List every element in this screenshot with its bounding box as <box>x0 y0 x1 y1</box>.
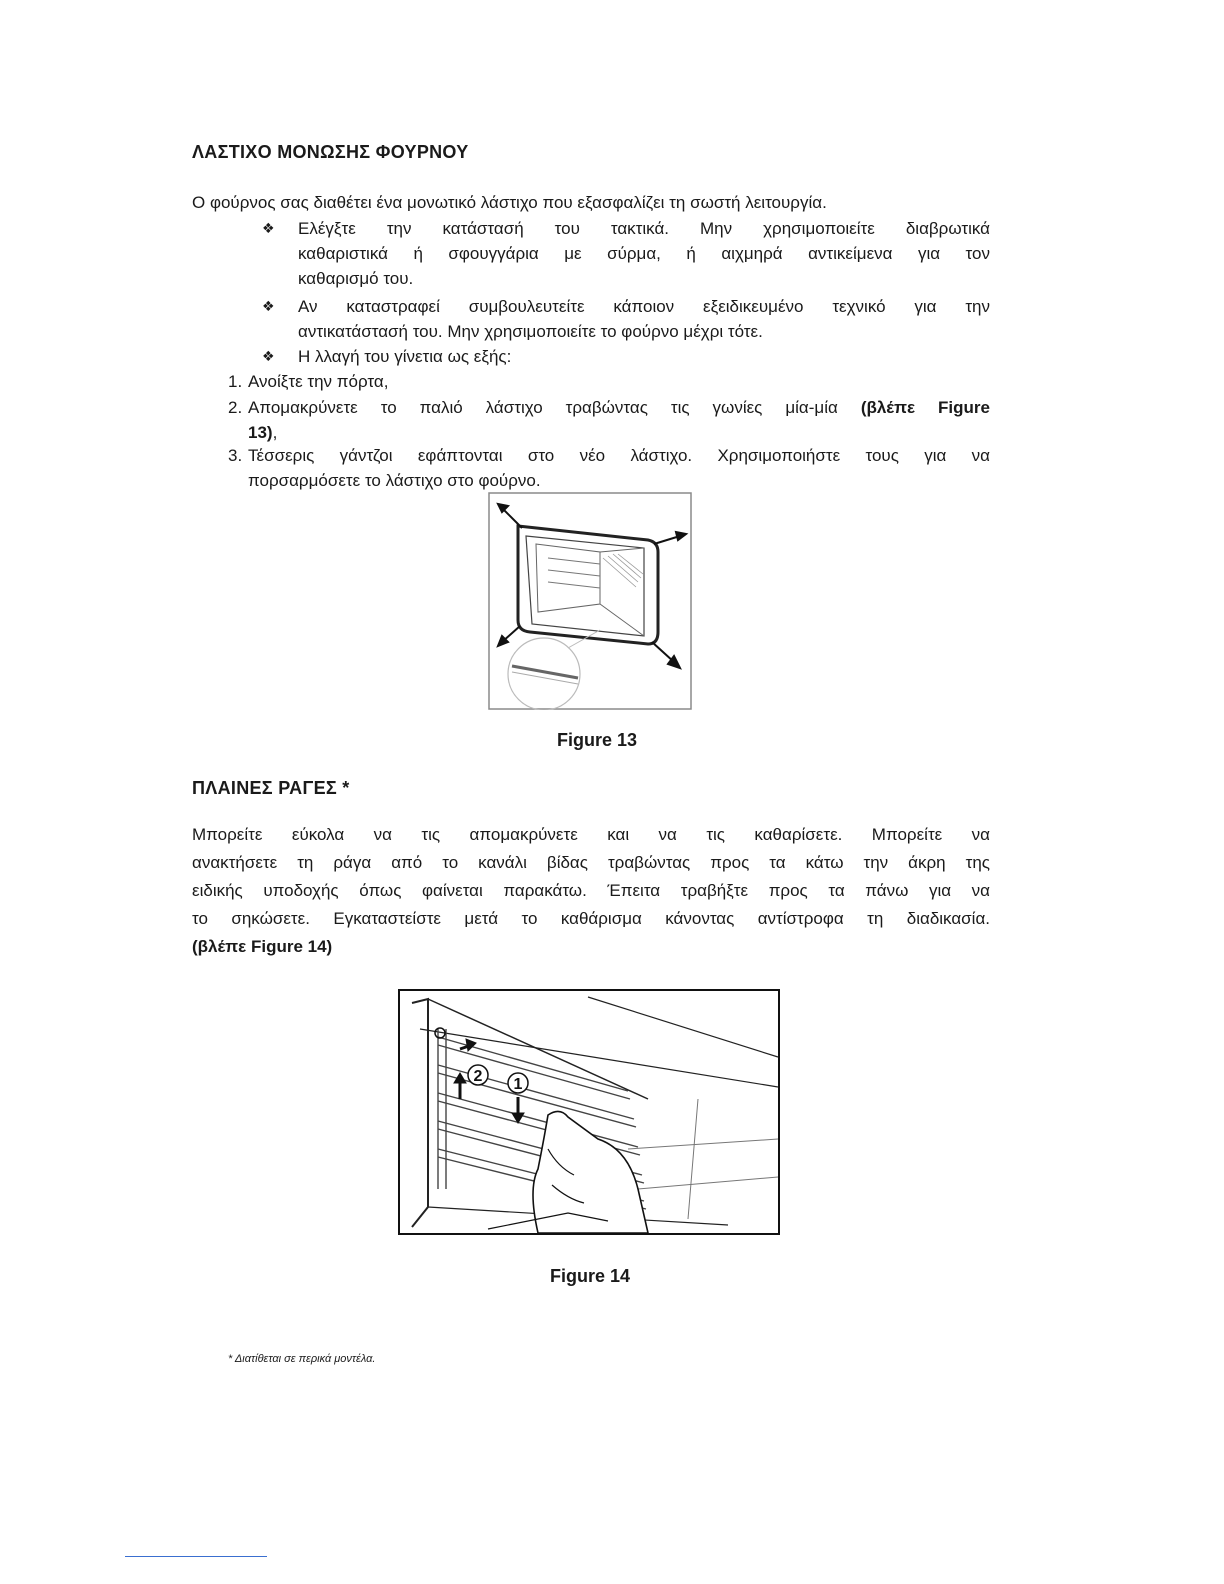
bullet-item <box>262 216 990 291</box>
figure-reference: (βλέπε Figure <box>860 398 990 417</box>
bullet-line: καθαριστικά ή σφουγγάρια με σύρμα, ή αιχμηρά αντικείμενα για τον <box>298 244 990 263</box>
figure-14-side-rail-illustration <box>398 989 780 1235</box>
step-number: 3. <box>228 446 243 465</box>
side-rail-drawing <box>398 989 780 1235</box>
bullet-item <box>262 294 990 344</box>
figure-13-caption: Figure 13 <box>556 730 638 750</box>
oven-seal-drawing <box>488 492 692 710</box>
step-text-line: πορσαρμόσετε το λάστιχο στο φούρνο. <box>248 471 541 490</box>
bullet-diamond-icon: ❖ <box>262 348 275 364</box>
section-heading-side-rails: ΠΛΑΙΝΕΣ ΡΑΓΕΣ * <box>192 778 350 798</box>
step-number: 1. <box>228 372 243 391</box>
bullet-line: Η λλαγή του γίνετια ως εξής: <box>298 347 512 366</box>
step-text: Απομακρύνετε το παλιό λάστιχο τραβώντας τις γωνίες μία-μία <box>248 398 861 417</box>
paragraph-line: ανακτήσετε τη ράγα από το κανάλι βίδας τραβώντας προς τα κάτω την άκρη της <box>192 853 990 872</box>
step-item <box>228 395 990 445</box>
step-1-label: 1 <box>513 1076 523 1093</box>
intro-paragraph: Ο φούρνος σας διαθέτει ένα μονωτικό λάστιχο που εξασφαλίζει τη σωστή λειτουργία. <box>192 193 827 212</box>
bullet-diamond-icon: ❖ <box>262 298 275 314</box>
section-heading-oven-seal: ΛΑΣΤΙΧΟ ΜΟΝΩΣΗΣ ΦΟΥΡΝΟΥ <box>192 142 469 162</box>
side-rails-paragraph <box>192 821 990 961</box>
figure-14-caption: Figure 14 <box>549 1266 631 1286</box>
bullet-diamond-icon: ❖ <box>262 220 275 236</box>
bullet-line: καθαρισμό του. <box>298 269 414 288</box>
paragraph-line: το σηκώσετε. Εγκαταστείστε μετά το καθάρισμα κάνοντας αντίστροφα τη διαδικασία. <box>192 909 990 928</box>
footer-rule <box>125 1556 267 1557</box>
bullet-line: Ελέγξτε την κατάστασή του τακτικά. Μην χρησιμοποιείτε διαβρωτικά <box>298 219 990 238</box>
punctuation: , <box>272 423 278 442</box>
figure-13-oven-seal-illustration <box>488 492 692 710</box>
step-number: 2. <box>228 398 243 417</box>
figure-reference: 13) <box>248 423 273 442</box>
step-text: Ανοίξτε την πόρτα, <box>248 372 389 391</box>
bullet-item <box>262 344 990 369</box>
footnote: * Διατίθεται σε περικά μοντέλα. <box>228 1353 376 1365</box>
paragraph-line: Μπορείτε εύκολα να τις απομακρύνετε και να τις καθαρίσετε. Μπορείτε να <box>192 825 990 844</box>
bullet-line: αντικατάστασή του. Μην χρησιμοποιείτε το φούρνο μέχρι τότε. <box>298 322 763 341</box>
bullet-line: Αν καταστραφεί συμβουλευτείτε κάποιον εξειδικευμένο τεχνικό για την <box>298 297 990 316</box>
step-text-line <box>248 395 990 420</box>
step-text-line: Τέσσερις γάντζοι εφάπτονται στο νέο λάστιχο. Χρησιμοποιήστε τους για να <box>248 446 990 465</box>
step-item <box>228 443 990 493</box>
paragraph-line: ειδικής υποδοχής όπως φαίνεται παρακάτω. Έπειτα τραβήξτε προς τα πάνω για να <box>192 881 990 900</box>
figure-reference: (βλέπε Figure 14) <box>192 937 333 956</box>
step-2-label: 2 <box>473 1068 483 1085</box>
step-item <box>228 369 990 394</box>
